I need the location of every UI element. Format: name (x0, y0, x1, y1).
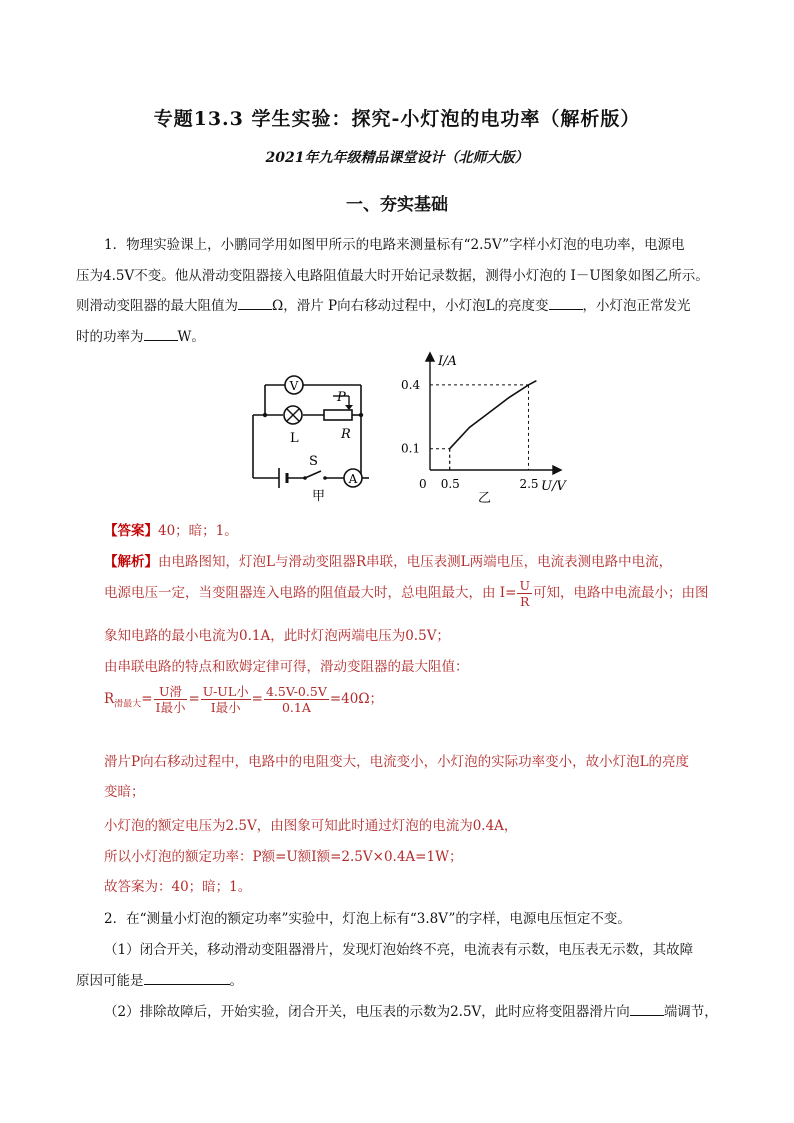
q1-line-4-a: 时的功率为 (76, 329, 144, 345)
answer-line (104, 519, 238, 539)
q1-line-4-b: W。 (177, 329, 205, 345)
circuit-caption: 甲 (312, 489, 326, 504)
eq-r-sub: 滑最大 (114, 699, 142, 710)
analysis-text-2a: 电源电压一定，当变阻器连入电路的阻值最大时，总电阻最大，由 I= (104, 585, 517, 601)
q2-part-1-line-1: （1）闭合开关，移动滑动变阻器滑片，发现灯泡始终不亮，电流表有示数，电压表无示数，其故障 (104, 942, 694, 958)
y-tick-label: 0.4 (401, 377, 421, 392)
analysis-line-3: 象知电路的最小电流为0.1A，此时灯泡两端电压为0.5V； (104, 628, 450, 644)
eq-f1-num: U滑 (154, 684, 188, 700)
q1-line-2: 压为4.5V不变。他从滑动变阻器接入电路阻值最大时开始记录数据，测得小灯泡的 I－U图象如图乙所示。 (76, 268, 709, 284)
q2-line-1: 2．在“测量小灯泡的额定功率”实验中，灯泡上标有“3.8V”的字样，电源电压恒定不变。 (104, 911, 631, 927)
voltmeter-label: V (289, 379, 299, 393)
section-heading: 一、夯实基础 (346, 195, 448, 215)
answer-blank-4[interactable] (144, 972, 230, 985)
analysis-line-1 (104, 550, 672, 570)
slider-label: P (337, 390, 346, 405)
eq-f3-den: 0.1A (281, 700, 311, 715)
answer-blank-1[interactable] (238, 297, 272, 310)
analysis-line-7: 小灯泡的额定电压为2.5V，由图象可知此时通过灯泡的电流为0.4A， (104, 818, 518, 834)
iu-curve (450, 381, 537, 449)
eq-f2-den: I最小 (210, 700, 241, 715)
q1-line-3-a: 则滑动变阻器的最大阻值为 (76, 298, 238, 314)
ammeter-icon (344, 469, 362, 487)
q2-part-2-end: 端调节， (663, 1004, 718, 1020)
answer-text: 40；暗；1。 (158, 523, 238, 539)
page-title: 专题13.3 学生实验：探究-小灯泡的电功率（解析版） (153, 108, 641, 130)
analysis-line-9: 故答案为：40；暗；1。 (104, 879, 252, 895)
fraction-numerator: U (519, 578, 530, 593)
voltmeter-icon (285, 376, 303, 394)
x-axis-label: U/V (541, 479, 566, 494)
fraction-denominator: R (520, 594, 530, 609)
resistance-equation: $R_{滑最大}=$ $\frac{\text{U滑}}{\text{I最小}}$ = $\frac{\text{U-UL小}}{\text{I最小}}$ = $\frac{4.5V-0.5V}{0.1A}$ =40Ω； (104, 684, 384, 715)
q1-line-3 (76, 294, 691, 314)
q1-line-4 (76, 325, 205, 345)
analysis-line-2 (104, 578, 708, 609)
lamp-label: L (290, 431, 299, 446)
eq-fraction-2 (201, 684, 251, 715)
analysis-line-6: 变暗； (104, 784, 145, 800)
lamp-icon (284, 406, 302, 424)
q1-line-3-b: Ω，滑片 P向右移动过程中，小灯泡L的亮度变 (272, 298, 549, 314)
eq-f1-den: I最小 (155, 700, 186, 715)
eq-fraction-1 (154, 684, 188, 715)
q2-part-1-text: 原因可能是 (76, 973, 144, 989)
y-axis-arrow (426, 353, 434, 361)
graph-caption: 乙 (478, 491, 492, 505)
q2-part-2-text: （2）排除故障后，开始实验，闭合开关，电压表的示数为2.5V，此时应将变阻器滑片向 (104, 1004, 630, 1020)
analysis-text-1: 由电路图知，灯泡L与滑动变阻器R串联，电压表测L两端电压，电流表测电路中电流， (158, 554, 673, 570)
q2-part-1-line-2 (76, 969, 243, 989)
eq-fraction-3 (264, 684, 329, 715)
circuit-diagram (245, 365, 375, 505)
answer-blank-5[interactable] (630, 1003, 664, 1016)
eq-f3-num: 4.5V-0.5V (265, 684, 327, 699)
origin-label: 0 (419, 477, 427, 491)
answer-label: 【答案】 (104, 523, 158, 539)
q1-line-1: 1．物理实验课上，小鹏同学用如图甲所示的电路来测量标有“2.5V”字样小灯泡的电功率，电源电 (104, 237, 685, 253)
q2-part-2-line-1 (104, 1000, 718, 1020)
analysis-line-8: 所以小灯泡的额定功率：P额=U额I额=2.5V×0.4A=1W； (104, 849, 463, 865)
answer-blank-2[interactable] (549, 297, 583, 310)
ammeter-label: A (348, 472, 358, 486)
answer-blank-3[interactable] (144, 328, 178, 341)
eq-f2-num: U-UL小 (202, 684, 249, 699)
y-tick-label: 0.1 (401, 441, 421, 456)
rheostat-label: R (341, 427, 351, 442)
page-subtitle: 2021年九年级精品课堂设计（北师大版） (265, 150, 529, 166)
junction-dot (263, 413, 267, 417)
eq-result: =40Ω； (329, 691, 384, 707)
analysis-label: 【解析】 (104, 554, 158, 570)
q2-part-1-end: 。 (229, 973, 243, 989)
battery-icon (279, 468, 287, 488)
x-axis-arrow (553, 466, 561, 474)
analysis-line-5: 滑片P向右移动过程中，电路中的电阻变大，电流变小，小灯泡的实际功率变小，故小灯泡L的亮度 (104, 754, 690, 770)
ohm-fraction (517, 578, 532, 609)
y-axis-label: I/A (438, 354, 457, 369)
analysis-line-4: 由串联电路的特点和欧姆定律可得，滑动变阻器的最大阻值： (104, 659, 469, 675)
x-tick-label: 2.5 (519, 477, 539, 491)
iu-graph (395, 347, 575, 505)
analysis-text-2b: 可知，电路中电流最小；由图 (532, 585, 709, 601)
x-tick-label: 0.5 (440, 477, 460, 491)
q1-line-3-c: ，小灯泡正常发光 (582, 298, 691, 314)
eq-r: R (104, 691, 115, 707)
switch-label: S (309, 454, 318, 469)
